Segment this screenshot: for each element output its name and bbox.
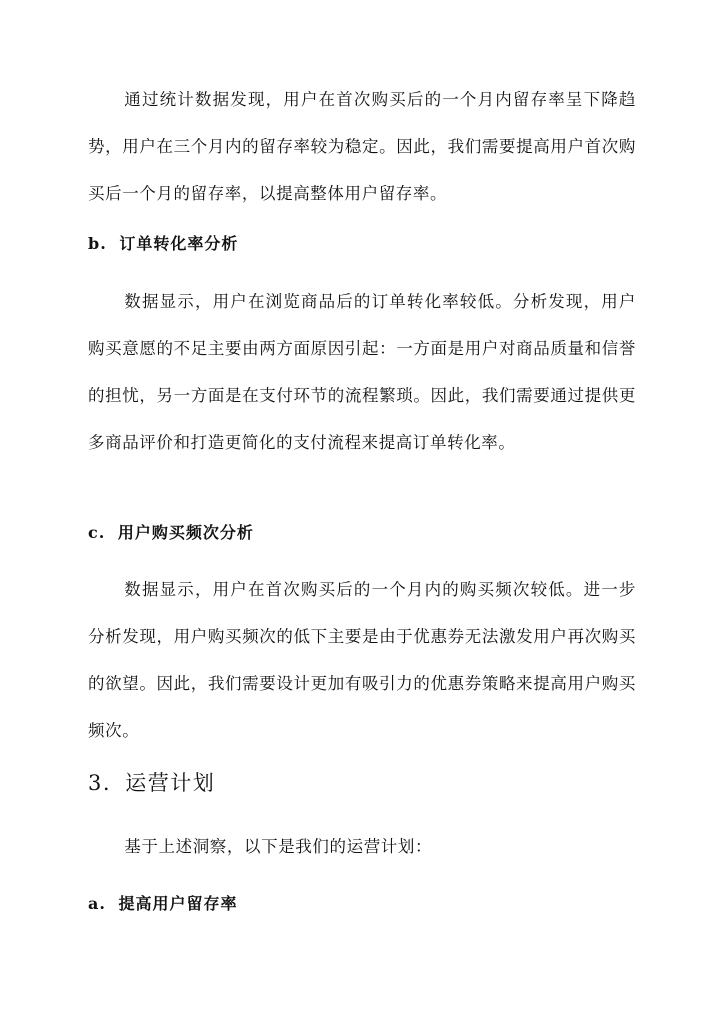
subheading-purchase-frequency xyxy=(88,521,254,545)
subheading-marker: b. xyxy=(88,234,107,253)
paragraph-plan-intro: 基于上述洞察，以下是我们的运营计划： xyxy=(124,837,433,856)
subheading-title: 用户购买频次分析 xyxy=(117,523,254,542)
paragraph-frequency-finding: 数据显示，用户在首次购买后的一个月内的购买频次较低。进一步分析发现，用户购买频次的低下主要是由于优惠券无法激发用户再次购买的欲望。因此，我们需要设计更加有吸引力的优惠券策略来提高用户购买频次。 xyxy=(88,580,636,740)
paragraph-conversion-finding: 数据显示，用户在浏览商品后的订单转化率较低。分析发现，用户购买意愿的不足主要由两方面原因引起：一方面是用户对商品质量和信誉的担忧，另一方面是在支付环节的流程繁琐。因此，我们需要通过提供更多商品评价和打造更简化的支付流程来提高订单转化率。 xyxy=(88,292,636,452)
section-number: 3. xyxy=(88,771,112,795)
paragraph-retention-finding: 通过统计数据发现，用户在首次购买后的一个月内留存率呈下降趋势，用户在三个月内的留存率较为稳定。因此，我们需要提高用户首次购买后一个月的留存率，以提高整体用户留存率。 xyxy=(88,90,636,203)
subheading-marker: a. xyxy=(88,894,106,913)
subheading-order-conversion xyxy=(88,232,238,256)
section-title: 运营计划 xyxy=(125,771,216,795)
section-heading-operation-plan xyxy=(88,768,215,798)
subheading-title: 订单转化率分析 xyxy=(119,234,239,253)
subheading-marker: c. xyxy=(88,523,106,542)
subheading-title: 提高用户留存率 xyxy=(118,894,238,913)
subheading-improve-retention xyxy=(88,892,238,916)
